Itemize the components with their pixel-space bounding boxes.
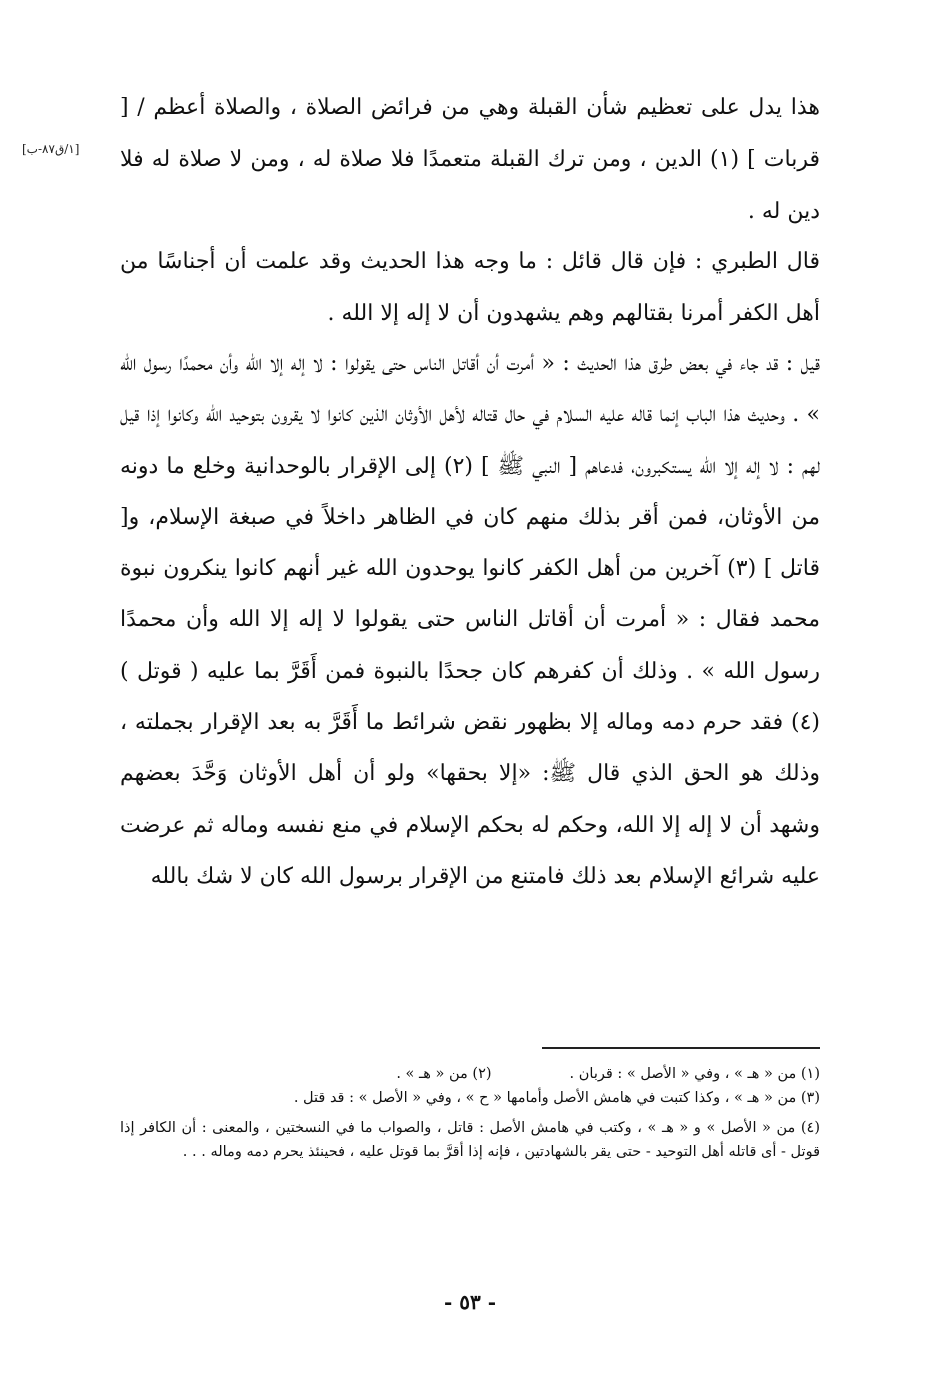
paragraph-2: قال الطبري : فإن قال قائل : ما وجه هذا الحديث وقد علمت أن أجناسًا من أهل الكفر أمرنا بقتالهم وهم يشهدون أن لا إله إلا الله . — [120, 249, 820, 326]
page-number: - ٥٣ - — [443, 1290, 496, 1314]
footnote-separator — [542, 1047, 820, 1049]
footnote-3: (٣) من « هـ » ، وكذا كتبت في هامش الأصل وأمامها « ح » ، وفي « الأصل » : قد قتل . — [293, 1090, 820, 1106]
footnote-4: (٤) من « الأصل » و « هـ » ، وكتب في هامش الأصل : قاتل ، والصواب ما في النسختين ، والمعنى : أن الكافر إذا قوتل - أى قاتله أهل التوحيد - حتى يقر بالشهادتين ، فإنه إذا أقرَّ بما قوتل عليه ، فحينئذ يحرم دمه وماله . . . — [120, 1120, 820, 1160]
paragraph-3: قيل : قد جاء في بعض طرق هذا الحديث : « أمرت أن أقاتل الناس حتى يقولوا : لا إله إلا الله وأن محمدًا رسول الله » . وحديث هذا الباب إنما قاله عليه السلام في حال قتاله لأهل الأوثان الذين كانوا لا يقرون بتوحيد الله وكانوا إذا قيل لهم : لا إله إلا الله يستكبرون، فدعاهم [ النبي ﷺ ] (٢) إلى الإقرار بالوحدانية وخلع ما دونه من الأوثان، فمن أقر بذلك منهم كان في الظاهر داخلاً في صبغة الإسلام، و[ قاتل ] (٣) آخرين من أهل الكفر كانوا يوحدون الله غير أنهم كانوا ينكرون نبوة محمد فقال : « أمرت أن أقاتل الناس حتى يقولوا لا إله إلا الله وأن محمدًا رسول الله » . وذلك أن كفرهم كان جحدًا بالنبوة فمن أَقَرَّ بما عليه ( قوتل ) (٤) فقد حرم دمه وماله إلا بظهور نقض شرائط ما أَقَرَّ به بعد الإقرار بجملته ، وذلك هو الحق الذي قال ﷺ: «إلا بحقها» ولو أن أهل الأوثان وَحَّدَ بعضهم وشهد أن لا إله إلا الله، وحكم له بحكم الإسلام في منع نفسه وماله ثم عرضت عليه شرائع الإسلام بعد ذلك فامتنع من الإقرار برسول الله كان لا شك بالله — [120, 351, 821, 889]
manuscript-folio-marker: [١/ق٨٧-ب] — [22, 142, 80, 156]
footnote-row-1-2 — [120, 1062, 820, 1086]
paragraph-1: هذا يدل على تعظيم شأن القبلة وهي من فرائض الصلاة ، والصلاة أعظم / [ قربات ] (١) الدين ، ومن ترك القبلة متعمدًا فلا صلاة له ، ومن لا صلاة له فلا دين له . — [120, 95, 820, 224]
footnote-1: (١) من « هـ » ، وفي « الأصل » : قربان . — [569, 1066, 820, 1082]
footnote-2: (٢) من « هـ » . — [396, 1066, 492, 1082]
footnotes — [120, 1062, 820, 1164]
